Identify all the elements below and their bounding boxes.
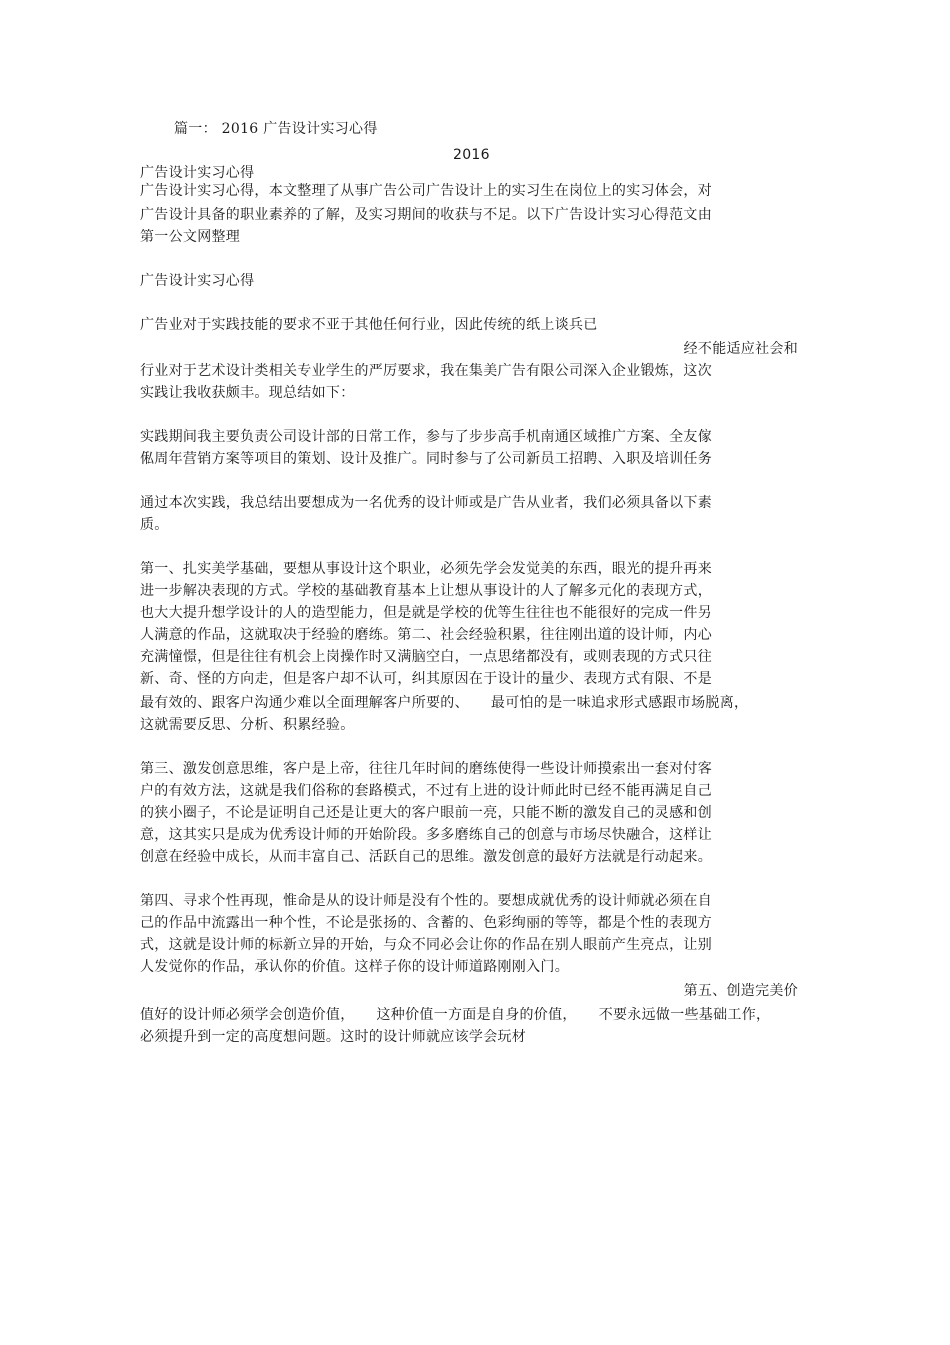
paragraph-line: 行业对于艺术设计类相关专业学生的严厉要求，我在集美广告有限公司深入企业锻炼，这次 bbox=[140, 363, 712, 379]
paragraph-line-right: 经不能适应社会和 bbox=[683, 341, 798, 357]
subtitle: 广告设计实习心得 bbox=[140, 273, 255, 289]
paragraph-line: 这就需要反思、分析、积累经验。 bbox=[140, 717, 355, 733]
paragraph-line: 式，这就是设计师的标新立异的开始，与众不同必会让你的作品在别人眼前产生亮点，让别 bbox=[140, 937, 712, 953]
paragraph-segment: 不要永远做一些基础工作， bbox=[598, 1007, 771, 1023]
paragraph-line: 必须提升到一定的高度想问题。这时的设计师就应该学会玩材 bbox=[140, 1029, 527, 1045]
paragraph-line: 通过本次实践，我总结出要想成为一名优秀的设计师或是广告从业者，我们必须具备以下素 bbox=[140, 495, 712, 511]
intro-line: 第一公文网整理 bbox=[140, 229, 241, 245]
paragraph-line bbox=[140, 1004, 770, 1026]
paragraph-line: 实践期间我主要负责公司设计部的日常工作，参与了步步高手机南通区域推广方案、全友傢 bbox=[140, 429, 712, 445]
paragraph-line: 也大大提升想学设计的人的造型能力，但是就是学校的优等生往往也不能很好的完成一件另 bbox=[140, 605, 712, 621]
intro-line: 广告设计具备的职业素养的了解，及实习期间的收获与不足。以下广告设计实习心得范文由 bbox=[140, 207, 712, 223]
document-heading: 篇一： 2016 广告设计实习心得 bbox=[174, 121, 378, 137]
paragraph-line bbox=[140, 692, 748, 714]
paragraph-line: 户的有效方法，这就是我们俗称的套路模式，不过有上进的设计师此时已经不能再满足自己 bbox=[140, 783, 712, 799]
paragraph-line: 充满憧憬，但是往往有机会上岗操作时又满脑空白，一点思绪都没有，或则表现的方式只往 bbox=[140, 649, 712, 665]
paragraph-line: 的狭小圈子，不论是证明自己还是让更大的客户眼前一亮，只能不断的激发自己的灵感和创 bbox=[140, 805, 712, 821]
paragraph-line: 创意在经验中成长，从而丰富自己、活跃自己的思维。激发创意的最好方法就是行动起来。 bbox=[140, 849, 712, 865]
paragraph-line: 第四、寻求个性再现，惟命是从的设计师是没有个性的。要想成就优秀的设计师就必须在自 bbox=[140, 893, 712, 909]
paragraph-line: 己的作品中流露出一种个性，不论是张扬的、含蓄的、色彩绚丽的等等，都是个性的表现方 bbox=[140, 915, 712, 931]
center-year: 2016 bbox=[453, 147, 490, 163]
paragraph-line: 广告业对于实践技能的要求不亚于其他任何行业，因此传统的纸上谈兵已 bbox=[140, 317, 598, 333]
paragraph-line: 人发觉你的作品，承认你的价值。这样子你的设计师道路刚刚入门。 bbox=[140, 959, 569, 975]
paragraph-line: 第三、激发创意思维，客户是上帝，往往几年时间的磨练使得一些设计师摸索出一套对付客 bbox=[140, 761, 712, 777]
paragraph-segment: 最有效的、跟客户沟通少难以全面理解客户所要的、 bbox=[140, 695, 469, 711]
paragraph-line: 新、奇、怪的方向走，但是客户却不认可，纠其原因在于设计的量少、表现方式有限、不是 bbox=[140, 671, 712, 687]
paragraph-line-right: 第五、创造完美价 bbox=[683, 983, 798, 999]
paragraph-line: 第一、扎实美学基础，要想从事设计这个职业，必须先学会发觉美的东西，眼光的提升再来 bbox=[140, 561, 712, 577]
paragraph-segment: 值好的设计师必须学会创造价值， bbox=[140, 1007, 355, 1023]
paragraph-line: 质。 bbox=[140, 517, 169, 533]
paragraph-segment: 最可怕的是一味追求形式感跟市场脱离， bbox=[490, 695, 749, 711]
title-line: 广告设计实习心得 bbox=[140, 165, 255, 181]
paragraph-line: 进一步解决表现的方式。学校的基础教育基本上让想从事设计的人了解多元化的表现方式， bbox=[140, 583, 712, 599]
paragraph-segment: 这种价值一方面是自身的价值， bbox=[376, 1007, 577, 1023]
intro-line: 广告设计实习心得，本文整理了从事广告公司广告设计上的实习生在岗位上的实习体会，对 bbox=[140, 183, 712, 199]
paragraph-line: 实践让我收获颇丰。现总结如下： bbox=[140, 385, 355, 401]
paragraph-line: 人满意的作品，这就取决于经验的磨练。第二、社会经验积累，往往刚出道的设计师，内心 bbox=[140, 627, 712, 643]
paragraph-line: 俬周年营销方案等项目的策划、设计及推广。同时参与了公司新员工招聘、入职及培训任务 bbox=[140, 451, 712, 467]
paragraph-line: 意，这其实只是成为优秀设计师的开始阶段。多多磨练自己的创意与市场尽快融合，这样让 bbox=[140, 827, 712, 843]
